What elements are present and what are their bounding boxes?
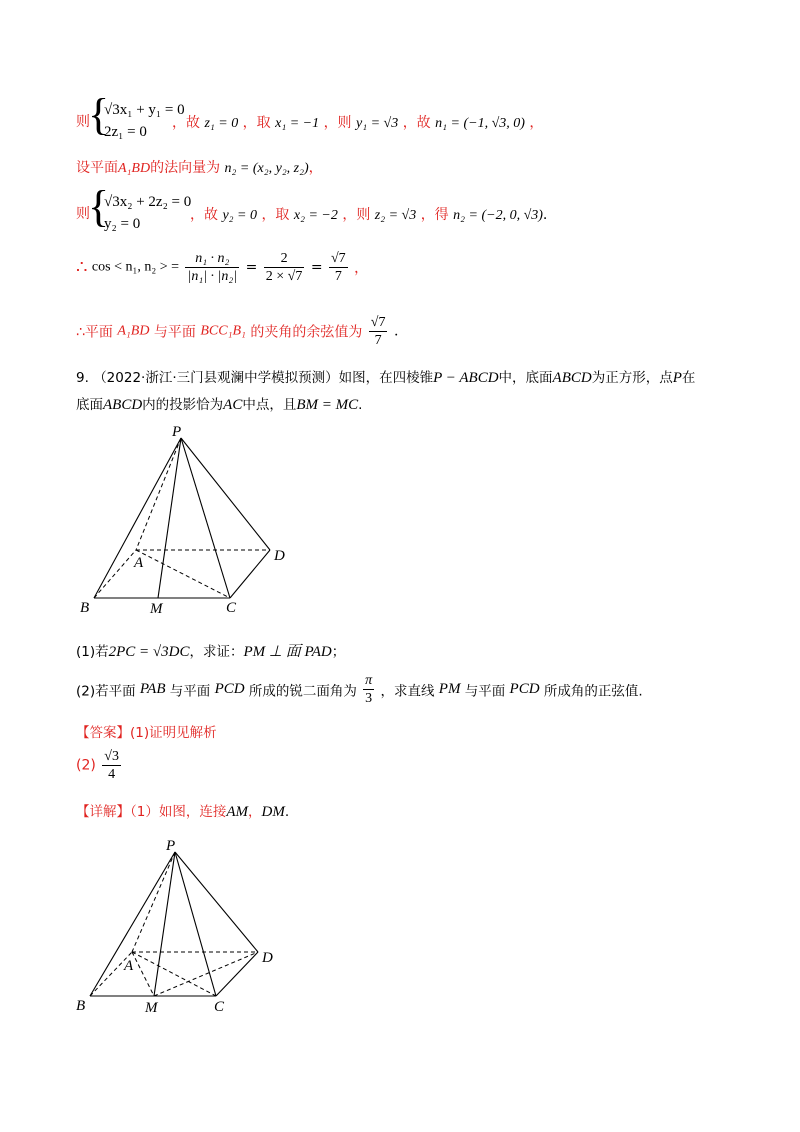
edge-PC-2 xyxy=(175,852,216,996)
label-C: C xyxy=(226,600,237,616)
label-C-2: C xyxy=(214,999,225,1015)
label-M: M xyxy=(150,601,163,617)
answer-tag: 【答案】 xyxy=(76,725,130,741)
problem-9-line2: 底面ABCD内的投影恰为AC中点，且BM = MC. xyxy=(76,397,363,413)
edge-PB-2 xyxy=(90,852,175,996)
answer-2-fraction: $\frac{√3}{4}$ xyxy=(104,749,119,782)
system-brace-1: { xyxy=(88,90,110,139)
step1-eq1: √3x₁ + y₁ = 0 xyxy=(104,102,185,118)
label-A-2: A xyxy=(124,958,134,974)
edge-DM-2 xyxy=(154,952,258,996)
step1-rest: ，故 z₁ = 0 ，取 x₁ = −1 ，则 y₁ = √3 ，故 n₁ = (−1, √3, 0) ， xyxy=(172,115,544,131)
step3-rest: ，故 y₂ = 0 ，取 x₂ = −2 ，则 z₂ = √3 ，得 n₂ = (−2, 0, √3). xyxy=(190,207,548,223)
cos-fraction-3: $\frac{√7}{7}$ xyxy=(331,251,346,284)
edge-PC xyxy=(181,438,230,598)
question-2: (2)若平面 PAB 与平面 PCD 所成的锐二面角为 $\frac{\pi}{3}$ ，求直线 PM 与平面 PCD 所成角的正弦值. xyxy=(76,673,643,706)
system-brace-2: { xyxy=(88,182,110,231)
label-P-2: P xyxy=(166,838,176,854)
problem-source: （2022·浙江·三门县观澜中学模拟预测）如图，在四棱锥 xyxy=(93,370,434,386)
edge-PM xyxy=(158,438,181,598)
edge-PD xyxy=(181,438,270,550)
edge-CD xyxy=(230,550,270,598)
problem-9-line1: 9. （2022·浙江·三门县观澜中学模拟预测）如图，在四棱锥P − ABCD中，底面ABCD为正方形，点P在 xyxy=(76,370,696,386)
n1-vector: n₁ = (−1, √3, 0) xyxy=(435,116,525,131)
step4-cosine: ∴ cos < n₁, n₂ > = $\frac{\text{n₁ · n₂}}{\text{|n₁| · |n₂|}}$ = $\frac{2}{2 \times √7}$ = $\frac{√7}{7}$ ， xyxy=(76,251,369,284)
label-A: A xyxy=(134,555,144,571)
label-P: P xyxy=(172,424,182,440)
pyramid-figure-1 xyxy=(70,420,300,620)
n2-vector: n₂ = (x₂, y₂, z₂) xyxy=(224,161,309,176)
pyramid-figure-2 xyxy=(68,832,298,1022)
cos-fraction-1: $\frac{\text{n₁ · n₂}}{\text{|n₁| · |n₂|}}$ xyxy=(187,251,238,284)
edge-PB xyxy=(94,438,181,598)
edge-CD-2 xyxy=(216,952,258,996)
question-1: (1)若2PC = √3DC，求证：PM ⊥ 面 PAD； xyxy=(76,644,346,660)
step2-line: 设平面A₁BD的法向量为 n₂ = (x₂, y₂, z₂)， xyxy=(76,160,323,176)
step3-eq2: y₂ = 0 xyxy=(104,216,141,232)
cos-fraction-2: $\frac{2}{2 \times √7}$ xyxy=(265,251,303,284)
label-M-2: M xyxy=(145,1000,158,1016)
answer-2: (2) $\frac{√3}{4}$ xyxy=(76,749,119,782)
step3-eq1: √3x₂ + 2z₂ = 0 xyxy=(104,194,192,210)
edge-PM-2 xyxy=(154,852,175,996)
label-D-2: D xyxy=(262,950,273,966)
label-B: B xyxy=(80,600,90,616)
step5-conclusion: ∴平面 A₁BD 与平面 BCC₁B₁ 的夹角的余弦值为 $\frac{√7}{7}$ . xyxy=(76,315,399,348)
edge-AB xyxy=(94,550,136,598)
edge-AM-2 xyxy=(132,952,154,996)
step3-ze: 则 xyxy=(76,206,90,222)
label-D: D xyxy=(274,548,285,564)
cosine-answer-fraction: $\frac{√7}{7}$ xyxy=(370,315,386,348)
edge-PA xyxy=(136,438,181,550)
edge-AC-2 xyxy=(132,952,216,996)
edge-PD-2 xyxy=(175,852,258,952)
answer-line: 【答案】(1)证明见解析 xyxy=(76,725,217,741)
step1-ze: 则 xyxy=(76,114,90,130)
step1-eq2: 2z₁ = 0 xyxy=(104,124,147,140)
problem-number: 9. xyxy=(76,370,89,386)
angle-fraction: $\frac{\pi}{3}$ xyxy=(365,673,373,706)
detail-line: 【详解】（1）如图，连接AM，DM. xyxy=(76,804,290,820)
detail-tag: 【详解】 xyxy=(76,804,130,820)
label-B-2: B xyxy=(76,998,86,1014)
edge-PA-2 xyxy=(132,852,175,952)
edge-AC xyxy=(136,550,230,598)
